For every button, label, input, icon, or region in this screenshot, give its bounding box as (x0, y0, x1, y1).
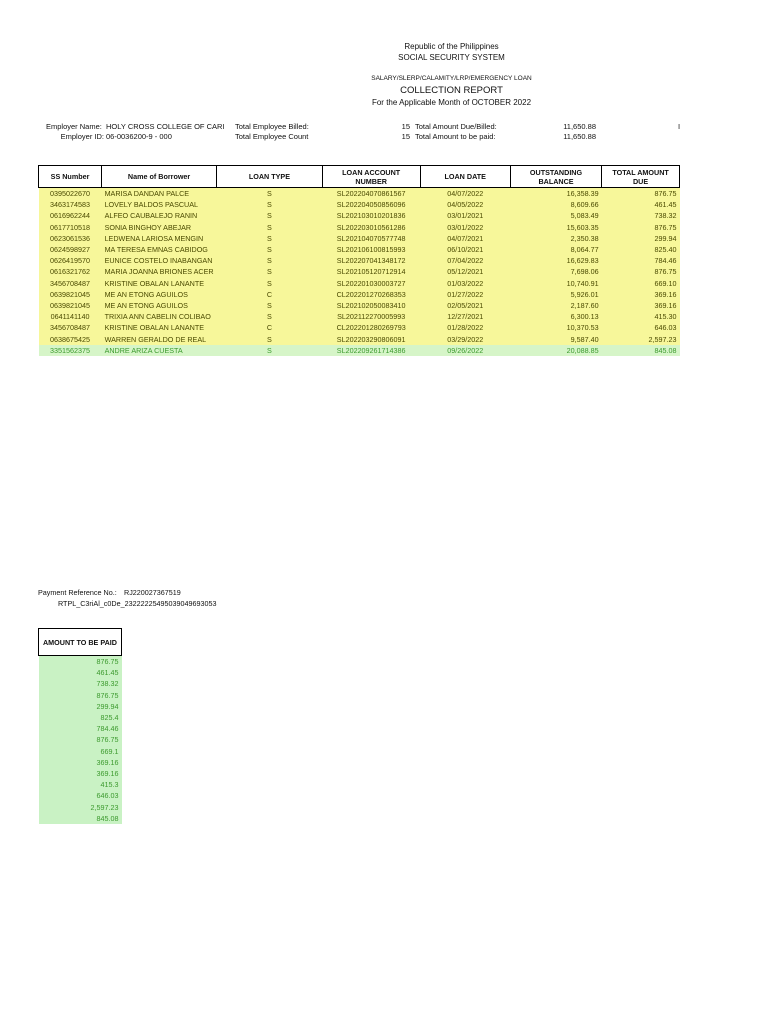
cell-loan-type: S (217, 345, 323, 356)
col-header-outstanding: OUTSTANDING BALANCE (510, 166, 601, 188)
cell-borrower: LOVELY BALDOS PASCUAL (102, 199, 217, 210)
cell-ss-number: 0638675425 (39, 334, 102, 345)
cell-borrower: WARREN GERALDO DE REAL (102, 334, 217, 345)
table-row (39, 210, 680, 221)
amount-cell: 369.16 (39, 768, 122, 779)
total-count-value: 15 (401, 132, 410, 141)
cell-ss-number: 0639821045 (39, 289, 102, 300)
cell-loan-date: 06/10/2021 (420, 244, 510, 255)
cell-borrower: LEDWENA LARIOSA MENGIN (102, 233, 217, 244)
cell-loan-type: S (217, 244, 323, 255)
cell-outstanding: 5,926.01 (510, 289, 601, 300)
payment-ref-label: Payment Reference No.: (38, 588, 117, 597)
cell-loan-date: 04/05/2022 (420, 199, 510, 210)
amount-cell: 669.1 (39, 746, 122, 757)
table-row (39, 266, 680, 277)
cell-total-due: 2,597.23 (602, 334, 680, 345)
cell-loan-date: 02/05/2021 (420, 300, 510, 311)
cell-borrower: TRIXIA ANN CABELIN COLIBAO (102, 311, 217, 322)
table-row (39, 300, 680, 311)
amount-cell: 299.94 (39, 701, 122, 712)
col-header-ss-number: SS Number (39, 166, 102, 188)
cell-loan-date: 05/12/2021 (420, 266, 510, 277)
amount-cell: 738.32 (39, 678, 122, 689)
cell-loan-account: SL202201030003727 (322, 278, 420, 289)
payment-ref-value: RJ220027367519 (124, 588, 181, 597)
table-row (39, 188, 680, 200)
cell-loan-account: SL202112270005993 (322, 311, 420, 322)
cell-loan-account: CL202201270268353 (322, 289, 420, 300)
amount-cell: 461.45 (39, 667, 122, 678)
table-row (39, 345, 680, 356)
cell-ss-number: 0639821045 (39, 300, 102, 311)
amount-paid-value: 11,650.88 (563, 132, 596, 141)
cell-loan-date: 01/27/2022 (420, 289, 510, 300)
cell-loan-type: S (217, 233, 323, 244)
amount-row (39, 790, 122, 801)
cell-borrower: MARISA DANDAN PALCE (102, 188, 217, 200)
payment-code: RTPL_C3riAl_c0De_23222225495039049693053 (58, 599, 217, 608)
cell-loan-account: SL202203010561286 (322, 222, 420, 233)
amount-row (39, 690, 122, 701)
cell-outstanding: 2,350.38 (510, 233, 601, 244)
cell-total-due: 845.08 (602, 345, 680, 356)
cell-total-due: 646.03 (602, 322, 680, 333)
amount-cell: 2,597.23 (39, 802, 122, 813)
cell-loan-type: S (217, 199, 323, 210)
cell-loan-date: 04/07/2022 (420, 188, 510, 200)
total-billed-value: 15 (401, 122, 410, 131)
amount-row (39, 802, 122, 813)
cell-loan-account: SL202103010201836 (322, 210, 420, 221)
cell-loan-date: 03/01/2022 (420, 222, 510, 233)
cell-borrower: ALFEO CAUBALEJO RANIN (102, 210, 217, 221)
cell-total-due: 461.45 (602, 199, 680, 210)
total-billed-label: Total Employee Billed: (235, 122, 309, 131)
col-header-loan-date: LOAN DATE (420, 166, 510, 188)
cell-outstanding: 16,629.83 (510, 255, 601, 266)
amount-cell: 876.75 (39, 656, 122, 668)
amount-row (39, 779, 122, 790)
cell-total-due: 415.30 (602, 311, 680, 322)
cell-ss-number: 3456708487 (39, 322, 102, 333)
cell-total-due: 825.40 (602, 244, 680, 255)
employer-name-value: HOLY CROSS COLLEGE OF CARI (106, 122, 225, 131)
cell-loan-type: S (217, 188, 323, 200)
cell-total-due: 299.94 (602, 233, 680, 244)
cell-outstanding: 9,587.40 (510, 334, 601, 345)
amount-cell: 646.03 (39, 790, 122, 801)
cell-ss-number: 3463174583 (39, 199, 102, 210)
cell-ss-number: 3456708487 (39, 278, 102, 289)
cell-ss-number: 0624598927 (39, 244, 102, 255)
report-title: COLLECTION REPORT (400, 85, 503, 96)
cell-outstanding: 20,088.85 (510, 345, 601, 356)
table-row (39, 289, 680, 300)
cell-outstanding: 10,740.91 (510, 278, 601, 289)
cell-loan-date: 01/03/2022 (420, 278, 510, 289)
table-row (39, 222, 680, 233)
cell-loan-type: S (217, 300, 323, 311)
amount-header-row (39, 629, 122, 656)
cell-loan-date: 09/26/2022 (420, 345, 510, 356)
cell-total-due: 738.32 (602, 210, 680, 221)
employer-id-value: 06-0036200-9 - 000 (106, 132, 172, 141)
cell-ss-number: 0616962244 (39, 210, 102, 221)
cell-loan-account: SL202207041348172 (322, 255, 420, 266)
amount-row (39, 734, 122, 745)
cell-total-due: 876.75 (602, 222, 680, 233)
cell-loan-date: 03/29/2022 (420, 334, 510, 345)
table-row (39, 322, 680, 333)
loan-table (38, 165, 680, 356)
cell-loan-type: S (217, 334, 323, 345)
employer-name-label: Employer Name: (46, 122, 102, 131)
table-row (39, 278, 680, 289)
amount-row (39, 757, 122, 768)
cell-ss-number: 0641141140 (39, 311, 102, 322)
cell-ss-number: 0616321762 (39, 266, 102, 277)
amount-cell: 415.3 (39, 779, 122, 790)
amount-due-value: 11,650.88 (563, 122, 596, 131)
cell-borrower: MA TERESA EMNAS CABIDOG (102, 244, 217, 255)
cell-loan-type: S (217, 222, 323, 233)
amount-row (39, 678, 122, 689)
table-row (39, 199, 680, 210)
cell-loan-type: C (217, 289, 323, 300)
cell-outstanding: 5,083.49 (510, 210, 601, 221)
amount-table (38, 628, 122, 824)
cell-borrower: ME AN ETONG AGUILOS (102, 289, 217, 300)
col-header-loan-account: LOAN ACCOUNT NUMBER (322, 166, 420, 188)
cell-borrower: ANDRE ARIZA CUESTA (102, 345, 217, 356)
table-row (39, 311, 680, 322)
amount-cell: 825.4 (39, 712, 122, 723)
amount-row (39, 712, 122, 723)
cell-loan-date: 07/04/2022 (420, 255, 510, 266)
cell-loan-date: 12/27/2021 (420, 311, 510, 322)
cell-loan-type: S (217, 255, 323, 266)
col-header-total-due: TOTAL AMOUNT DUE (602, 166, 680, 188)
amount-cell: 876.75 (39, 734, 122, 745)
amount-row (39, 701, 122, 712)
cell-total-due: 369.16 (602, 300, 680, 311)
total-count-label: Total Employee Count (235, 132, 309, 141)
cell-total-due: 876.75 (602, 188, 680, 200)
col-header-loan-type: LOAN TYPE (217, 166, 323, 188)
cell-loan-account: CL202201280269793 (322, 322, 420, 333)
cell-ss-number: 0395022670 (39, 188, 102, 200)
amount-cell: 876.75 (39, 690, 122, 701)
cell-ss-number: 3351562375 (39, 345, 102, 356)
cell-borrower: KRISTINE OBALAN LANANTE (102, 278, 217, 289)
edge-mark: I (678, 122, 681, 131)
table-header-row (39, 166, 680, 188)
amount-row (39, 768, 122, 779)
amount-due-label: Total Amount Due/Billed: (415, 122, 497, 131)
cell-loan-account: SL202209261714386 (322, 345, 420, 356)
cell-loan-type: S (217, 278, 323, 289)
cell-loan-account: SL202204070861567 (322, 188, 420, 200)
table-row (39, 244, 680, 255)
amount-row (39, 656, 122, 668)
amount-row (39, 813, 122, 824)
header-loan-types: SALARY/SLERP/CALAMITY/LRP/EMERGENCY LOAN (371, 75, 532, 82)
cell-borrower: ME AN ETONG AGUILOS (102, 300, 217, 311)
cell-borrower: SONIA BINGHOY ABEJAR (102, 222, 217, 233)
cell-loan-type: S (217, 266, 323, 277)
cell-loan-account: SL202204050856096 (322, 199, 420, 210)
cell-borrower: KRISTINE OBALAN LANANTE (102, 322, 217, 333)
cell-outstanding: 7,698.06 (510, 266, 601, 277)
cell-outstanding: 6,300.13 (510, 311, 601, 322)
amount-cell: 784.46 (39, 723, 122, 734)
cell-borrower: EUNICE COSTELO INABANGAN (102, 255, 217, 266)
cell-outstanding: 8,609.66 (510, 199, 601, 210)
cell-outstanding: 10,370.53 (510, 322, 601, 333)
cell-total-due: 876.75 (602, 266, 680, 277)
amount-row (39, 667, 122, 678)
amount-cell: 845.08 (39, 813, 122, 824)
cell-loan-account: SL202105120712914 (322, 266, 420, 277)
table-row (39, 255, 680, 266)
employer-id-label: Employer ID: (60, 132, 104, 141)
header-agency: SOCIAL SECURITY SYSTEM (398, 53, 505, 62)
cell-ss-number: 0626419570 (39, 255, 102, 266)
header-republic: Republic of the Philippines (404, 42, 499, 51)
cell-loan-date: 04/07/2021 (420, 233, 510, 244)
cell-loan-account: SL202102050083410 (322, 300, 420, 311)
cell-loan-date: 01/28/2022 (420, 322, 510, 333)
amount-row (39, 746, 122, 757)
amount-cell: 369.16 (39, 757, 122, 768)
amount-header: AMOUNT TO BE PAID (39, 629, 122, 656)
cell-loan-date: 03/01/2021 (420, 210, 510, 221)
cell-loan-type: C (217, 322, 323, 333)
cell-ss-number: 0617710518 (39, 222, 102, 233)
cell-outstanding: 15,603.35 (510, 222, 601, 233)
cell-outstanding: 16,358.39 (510, 188, 601, 200)
amount-paid-label: Total Amount to be paid: (415, 132, 496, 141)
amount-row (39, 723, 122, 734)
cell-total-due: 784.46 (602, 255, 680, 266)
col-header-borrower: Name of Borrower (102, 166, 217, 188)
cell-outstanding: 8,064.77 (510, 244, 601, 255)
cell-loan-type: S (217, 210, 323, 221)
table-row (39, 334, 680, 345)
report-month: For the Applicable Month of OCTOBER 2022 (371, 98, 532, 107)
cell-loan-account: SL202104070577748 (322, 233, 420, 244)
cell-outstanding: 2,187.60 (510, 300, 601, 311)
cell-borrower: MARIA JOANNA BRIONES ACER (102, 266, 217, 277)
cell-total-due: 369.16 (602, 289, 680, 300)
cell-loan-account: SL202106100815993 (322, 244, 420, 255)
cell-ss-number: 0623061536 (39, 233, 102, 244)
cell-loan-type: S (217, 311, 323, 322)
cell-loan-account: SL202203290806091 (322, 334, 420, 345)
table-row (39, 233, 680, 244)
cell-total-due: 669.10 (602, 278, 680, 289)
